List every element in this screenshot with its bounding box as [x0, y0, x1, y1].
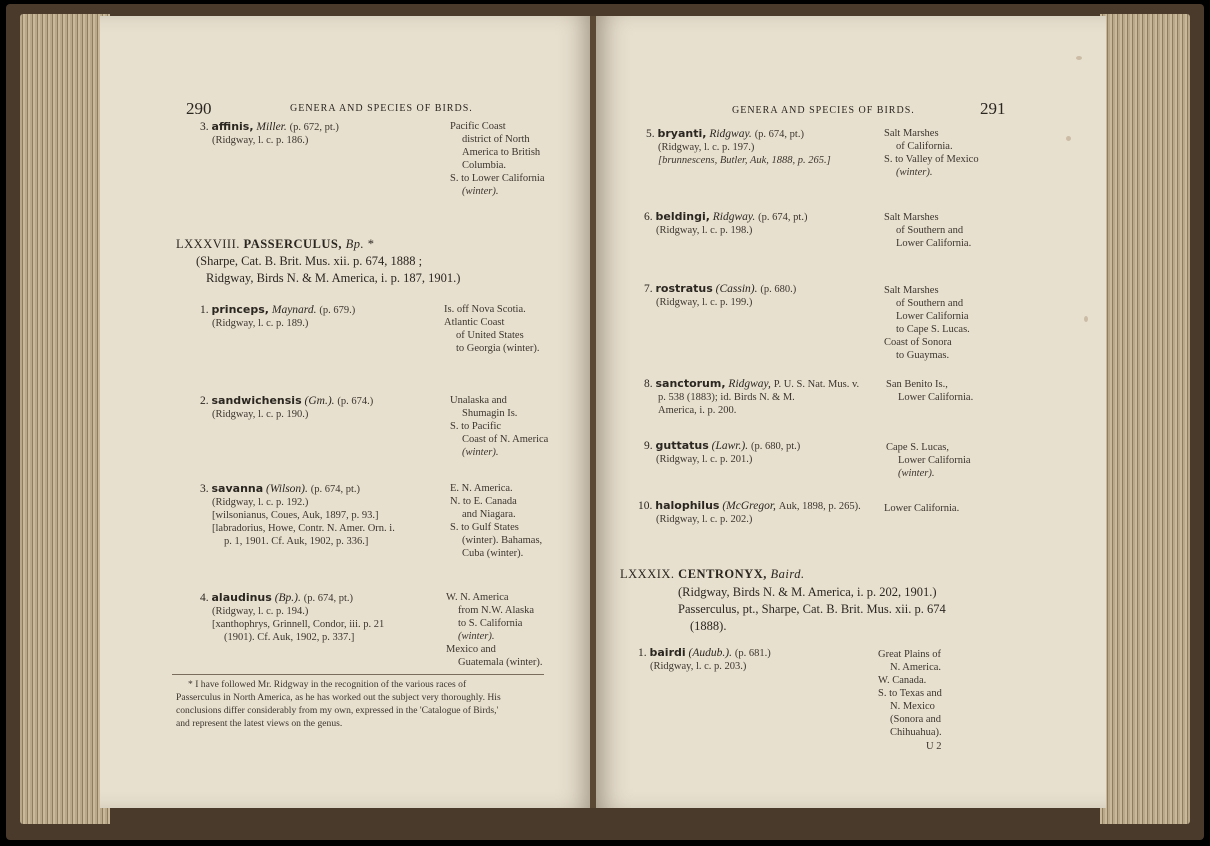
species-name: alaudinus: [211, 591, 272, 604]
species-synonym-line: (1901). Cf. Auk, 1902, p. 337.]: [224, 632, 355, 643]
footnote-marker: *: [367, 237, 375, 251]
species-author: Ridgway.: [712, 211, 756, 223]
species-synonym-line: [brunnescens, Butler, Auk, 1888, p. 265.]: [658, 155, 831, 166]
genus-name: PASSERCULUS,: [243, 237, 342, 251]
species-author: Maynard.: [271, 304, 317, 316]
species-ref: (p. 674, pt.): [758, 212, 808, 223]
footnote-line: conclusions differ considerably from my own, expressed in the 'Catalogue of Birds,': [176, 705, 499, 716]
range-line: N. to E. Canada: [450, 496, 517, 507]
range-line: and Niagara.: [462, 509, 516, 520]
right-page: [596, 16, 1106, 808]
range-line: of Southern and: [896, 225, 964, 236]
footnote-line: Passerculus in North America, as he has worked out the subject very thoroughly. His: [176, 692, 501, 703]
range-line: Great Plains of: [878, 649, 941, 660]
species-author: (Lawr.).: [711, 440, 749, 452]
foxing-spot: [1084, 316, 1088, 322]
range-line: of California.: [896, 141, 953, 152]
species-ref: (p. 680, pt.): [750, 441, 801, 452]
range-line: Salt Marshes: [884, 128, 939, 139]
range-line: Cuba (winter).: [462, 548, 524, 559]
species-name: beldingi,: [655, 210, 710, 223]
species-ref: (p. 674.): [337, 396, 374, 407]
range-line: Coast of N. America: [462, 434, 549, 445]
range-line: Salt Marshes: [884, 285, 939, 296]
genus-numeral: LXXXVIII.: [176, 237, 240, 251]
range-line: Columbia.: [462, 160, 507, 171]
species-synonym-line: (Ridgway, l. c. p. 190.): [212, 409, 309, 420]
foxing-spot: [1066, 136, 1071, 141]
species-synonym-line: [labradorius, Howe, Contr. N. Amer. Orn. i.: [212, 523, 395, 534]
species-number: 7.: [644, 283, 653, 295]
species-synonym-line: (Ridgway, l. c. p. 201.): [656, 454, 753, 465]
genus-name: CENTRONYX,: [678, 567, 767, 581]
range-line: to S. California: [458, 618, 523, 629]
species-author: (Bp.).: [274, 592, 301, 604]
species-synonym-line: (Ridgway, l. c. p. 189.): [212, 318, 309, 329]
range-line: Lower California: [896, 311, 969, 322]
species-synonym-line: (Ridgway, l. c. p. 194.): [212, 606, 309, 617]
species-synonym-line: (Ridgway, l. c. p. 186.): [212, 135, 309, 146]
range-line: Shumagin Is.: [462, 408, 518, 419]
species-number: 9.: [644, 440, 653, 452]
range-line: San Benito Is.,: [886, 379, 948, 390]
species-author: (Audub.).: [688, 647, 732, 659]
species-synonym-line: [xanthophrys, Grinnell, Condor, iii. p. 21: [212, 619, 385, 630]
genus-author: Baird.: [770, 567, 805, 581]
species-author: Ridgway.: [709, 128, 752, 140]
species-author: (McGregor,: [722, 500, 776, 512]
species-number: 6.: [644, 211, 653, 223]
range-line: from N.W. Alaska: [458, 605, 535, 616]
range-line: Mexico and: [446, 644, 496, 655]
range-line: (winter).: [458, 631, 495, 642]
range-line: (winter).: [462, 186, 499, 197]
genus-reference: (Ridgway, Birds N. & M. America, i. p. 202, 1901.): [678, 585, 937, 599]
range-line: Lower California.: [898, 392, 974, 403]
genus-reference: Passerculus, pt., Sharpe, Cat. B. Brit. Mus. xii. p. 674: [678, 602, 946, 616]
range-line: Unalaska and: [450, 395, 507, 406]
species-synonym-line: America, i. p. 200.: [658, 405, 737, 416]
page-number: 291: [980, 99, 1006, 118]
foxing-spot: [1076, 56, 1082, 60]
footnote-line: and represent the latest views on the genus.: [176, 718, 343, 729]
page-number: 290: [186, 99, 212, 118]
species-author: (Wilson).: [266, 483, 308, 495]
species-synonym-line: (Ridgway, l. c. p. 192.): [212, 497, 309, 508]
species-number: 1.: [638, 647, 647, 659]
species-number: 4.: [200, 592, 209, 604]
range-line: (winter).: [898, 468, 935, 479]
species-name: bryanti,: [657, 127, 707, 140]
species-name: rostratus: [655, 282, 713, 295]
species-ref: (p. 674, pt.): [754, 129, 804, 140]
species-synonym-line: (Ridgway, l. c. p. 203.): [650, 661, 747, 672]
species-number: 8.: [644, 378, 653, 390]
genus-author: Bp.: [345, 237, 365, 251]
species-name: guttatus: [655, 439, 709, 452]
range-line: S. to Lower California: [450, 173, 545, 184]
species-ref: (p. 674, pt.): [303, 593, 354, 604]
species-ref: (p. 679.): [319, 305, 356, 316]
species-synonym-line: [wilsonianus, Coues, Auk, 1897, p. 93.]: [212, 510, 379, 521]
species-author: (Cassin).: [715, 283, 758, 295]
species-number: 2.: [200, 395, 209, 407]
range-line: S. to Valley of Mexico: [884, 154, 979, 165]
species-ref: (p. 674, pt.): [310, 484, 361, 495]
species-name: halophilus: [655, 499, 720, 512]
species-name: sandwichensis: [211, 394, 302, 407]
range-line: S. to Gulf States: [450, 522, 519, 533]
species-synonym-line: (Ridgway, l. c. p. 199.): [656, 297, 753, 308]
species-ref: (p. 681.): [734, 648, 771, 659]
range-line: Lower California: [898, 455, 971, 466]
range-line: Coast of Sonora: [884, 337, 952, 348]
species-ref: (p. 672, pt.): [289, 122, 339, 133]
species-name: savanna: [211, 482, 264, 495]
range-line: to Guaymas.: [896, 350, 950, 361]
range-line: Guatemala (winter).: [458, 657, 543, 668]
running-head: GENERA AND SPECIES OF BIRDS.: [732, 105, 915, 116]
range-line: Pacific Coast: [450, 121, 506, 132]
species-synonym-line: p. 538 (1883); id. Birds N. & M.: [658, 392, 795, 403]
range-line: Is. off Nova Scotia.: [444, 304, 526, 315]
species-ref: P. U. S. Nat. Mus. v.: [773, 379, 860, 390]
range-line: S. to Texas and: [878, 688, 942, 699]
species-number: 1.: [200, 304, 209, 316]
footnote-line: * I have followed Mr. Ridgway in the recognition of the various races of: [188, 679, 467, 690]
range-line: America to British: [462, 147, 541, 158]
range-line: E. N. America.: [450, 483, 513, 494]
species-name: affinis,: [211, 120, 254, 133]
range-line: Salt Marshes: [884, 212, 939, 223]
range-line: N. America.: [890, 662, 942, 673]
species-author: (Gm.).: [304, 395, 335, 407]
range-line: W. Canada.: [878, 675, 927, 686]
genus-reference: (1888).: [690, 619, 727, 633]
page-edges-right: [1100, 14, 1190, 824]
genus-reference: (Sharpe, Cat. B. Brit. Mus. xii. p. 674, 1888 ;: [196, 254, 423, 268]
species-ref: Auk, 1898, p. 265).: [778, 501, 861, 512]
running-head: GENERA AND SPECIES OF BIRDS.: [290, 103, 473, 114]
range-line: Atlantic Coast: [444, 317, 505, 328]
left-page: [100, 16, 592, 808]
species-ref: (p. 680.): [760, 284, 797, 295]
range-line: (winter).: [896, 167, 933, 178]
range-line: Lower California.: [884, 503, 960, 514]
species-number: 5.: [646, 128, 655, 140]
species-author: Miller.: [256, 121, 287, 133]
species-number: 10.: [638, 500, 653, 512]
range-line: W. N. America: [446, 592, 509, 603]
range-line: (winter).: [462, 447, 499, 458]
signature-mark: U 2: [926, 741, 942, 752]
species-name: sanctorum,: [655, 377, 726, 390]
species-number: 3.: [200, 121, 209, 133]
range-line: district of North: [462, 134, 530, 145]
species-synonym-line: (Ridgway, l. c. p. 197.): [658, 142, 755, 153]
range-line: to Cape S. Lucas.: [896, 324, 970, 335]
range-line: of United States: [456, 330, 524, 341]
species-name: princeps,: [211, 303, 269, 316]
range-line: N. Mexico: [890, 701, 935, 712]
species-synonym-line: (Ridgway, l. c. p. 198.): [656, 225, 753, 236]
species-name: bairdi: [649, 646, 686, 659]
range-line: Lower California.: [896, 238, 972, 249]
range-line: (winter). Bahamas,: [462, 535, 543, 546]
range-line: (Sonora and: [890, 714, 942, 725]
range-line: to Georgia (winter).: [456, 343, 540, 354]
range-line: Cape S. Lucas,: [886, 442, 949, 453]
page-edges-left: [20, 14, 110, 824]
genus-numeral: LXXXIX.: [620, 567, 675, 581]
range-line: of Southern and: [896, 298, 964, 309]
genus-reference: Ridgway, Birds N. & M. America, i. p. 187, 1901.): [206, 271, 461, 285]
range-line: S. to Pacific: [450, 421, 502, 432]
species-number: 3.: [200, 483, 209, 495]
species-synonym-line: p. 1, 1901. Cf. Auk, 1902, p. 336.]: [224, 536, 369, 547]
species-author: Ridgway,: [728, 378, 771, 390]
species-synonym-line: (Ridgway, l. c. p. 202.): [656, 514, 753, 525]
footnote-rule: [172, 674, 544, 675]
range-line: Chihuahua).: [890, 727, 942, 738]
